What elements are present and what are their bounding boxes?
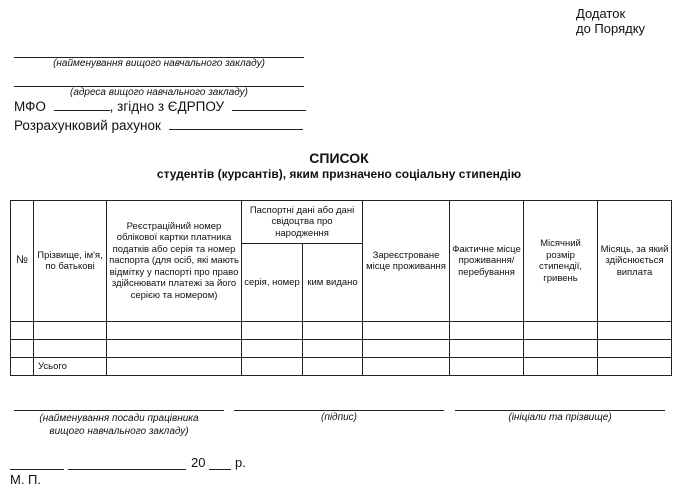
table-cell[interactable]: [450, 322, 524, 340]
date-month-line[interactable]: [68, 469, 186, 470]
table-cell[interactable]: [450, 340, 524, 358]
table-cell[interactable]: [11, 358, 34, 376]
table-cell[interactable]: [450, 358, 524, 376]
table-cell[interactable]: [598, 340, 672, 358]
mfo-row: [14, 99, 306, 114]
date-year-line[interactable]: [209, 469, 231, 470]
table-cell[interactable]: [242, 322, 303, 340]
table-cell[interactable]: [303, 340, 363, 358]
edrpou-label: , згідно з ЄДРПОУ: [109, 99, 225, 114]
header-series-number: серія, номер: [242, 244, 303, 322]
date-year-suffix: р.: [235, 455, 246, 470]
initials-line[interactable]: [455, 410, 665, 411]
table-cell[interactable]: [107, 358, 242, 376]
date-day-line[interactable]: [10, 469, 64, 470]
annex-note: [576, 6, 645, 36]
table-cell[interactable]: [363, 340, 450, 358]
table-cell[interactable]: [598, 358, 672, 376]
table-cell[interactable]: [363, 358, 450, 376]
header-issued-by: ким видано: [303, 244, 363, 322]
institution-name-caption: (найменування вищого навчального закладу): [53, 58, 265, 69]
header-actual-address: Фактичне місце проживання/ перебування: [450, 201, 524, 322]
document-subtitle: студентів (курсантів), яким призначено соціальну стипендію: [156, 167, 522, 181]
edrpou-field[interactable]: [232, 99, 306, 111]
seal-label: М. П.: [10, 472, 42, 487]
table-row-total: [11, 358, 672, 376]
header-passport-group: Паспортні дані або дані свідоцтва про народження: [242, 201, 363, 244]
table-cell[interactable]: [303, 358, 363, 376]
annex-line-1: Додаток: [576, 6, 626, 21]
position-line[interactable]: [14, 410, 224, 411]
initials-caption: (ініціали та прізвище): [508, 412, 612, 423]
date-year-prefix: 20: [191, 455, 206, 470]
table-row: [11, 340, 672, 358]
table-row: [11, 322, 672, 340]
header-monthly-amount: Місячний розмір стипендії, гривень: [524, 201, 598, 322]
mfo-field[interactable]: [54, 99, 110, 111]
table-cell[interactable]: [34, 340, 107, 358]
total-label: Усього: [34, 358, 107, 376]
table-cell[interactable]: [524, 358, 598, 376]
annex-line-2: до Порядку: [576, 21, 646, 36]
header-name: Прізвище, ім'я, по батькові: [34, 201, 107, 322]
account-label: Розрахунковий рахунок: [14, 118, 161, 133]
document-title: СПИСОК: [309, 150, 369, 166]
mfo-label: МФО: [14, 99, 46, 114]
header-payment-month: Місяць, за який здійснюється виплата: [598, 201, 672, 322]
table-cell[interactable]: [598, 322, 672, 340]
table-cell[interactable]: [363, 322, 450, 340]
table-cell[interactable]: [11, 340, 34, 358]
table-cell[interactable]: [303, 322, 363, 340]
table-cell[interactable]: [524, 322, 598, 340]
account-row: [14, 118, 303, 133]
institution-address-caption: (адреса вищого навчального закладу): [69, 87, 249, 98]
table-cell[interactable]: [107, 322, 242, 340]
table-cell[interactable]: [11, 322, 34, 340]
table-cell[interactable]: [524, 340, 598, 358]
header-tax-id: Реєстраційний номер облікової картки платника податків або серія та номер паспорта (для осіб, які мають відмітку у паспорті про право здійснювати платежі за його серією та номером): [107, 201, 242, 322]
table-cell[interactable]: [242, 340, 303, 358]
signature-line[interactable]: [234, 410, 444, 411]
account-field[interactable]: [169, 118, 303, 130]
table-cell[interactable]: [107, 340, 242, 358]
signature-caption: (підпис): [321, 412, 357, 423]
students-table: [10, 200, 672, 376]
position-caption: (найменування посади працівника вищого навчального закладу): [39, 413, 199, 437]
header-number: №: [11, 201, 34, 322]
table-cell[interactable]: [242, 358, 303, 376]
table-cell[interactable]: [34, 322, 107, 340]
header-registered-address: Зареєстроване місце проживання: [363, 201, 450, 322]
